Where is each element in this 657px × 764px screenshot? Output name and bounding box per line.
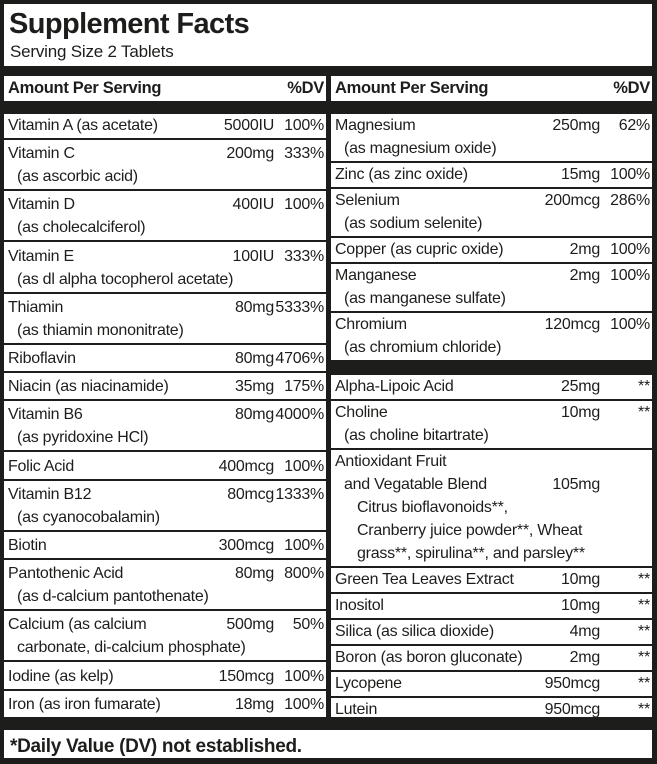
nutrient-line [8, 403, 324, 426]
nutrient-line [8, 534, 324, 557]
table-row [331, 620, 652, 646]
nutrient-name: (as manganese sulfate) [344, 290, 506, 307]
nutrient-name: Choline [335, 404, 388, 421]
table-row [4, 455, 326, 481]
nutrient-dv: 100% [284, 537, 324, 555]
nutrient-amount: 150mcg [218, 667, 274, 685]
nutrient-name: (as sodium selenite) [344, 215, 483, 232]
nutrient-dv: ** [638, 649, 650, 666]
nutrient-name: (as thiamin mononitrate) [17, 321, 184, 339]
table-row [331, 313, 652, 362]
nutrient-line [8, 245, 324, 268]
nutrient-amount: 15mg [560, 166, 600, 183]
nutrient-dv: 175% [284, 378, 324, 396]
nutrient-dv: ** [638, 701, 650, 717]
nutrient-amount: 18mg [234, 695, 274, 713]
nutrient-name: (as cyanocobalamin) [17, 508, 160, 526]
dv-label: %DV [613, 79, 650, 97]
nutrient-name: Vitamin B6 [8, 406, 83, 424]
nutrient-line [335, 313, 650, 336]
nutrient-name: (as chromium chloride) [344, 339, 502, 356]
nutrient-name: (as choline bitartrate) [344, 427, 489, 444]
table-row [4, 142, 326, 191]
nutrient-dv: 100% [284, 695, 324, 713]
section-bar-top [4, 66, 652, 76]
nutrient-name: Antioxidant Fruit [335, 453, 447, 470]
nutrient-line [335, 542, 650, 565]
nutrient-dv: 100% [284, 457, 324, 475]
nutrient-name: Vitamin A (as acetate) [8, 117, 158, 134]
nutrient-amount: 120mcg [544, 316, 600, 333]
nutrient-line [335, 698, 650, 717]
table-row [4, 403, 326, 452]
nutrient-name: Green Tea Leaves Extract [335, 571, 514, 588]
nutrient-column-right [331, 114, 652, 717]
amount-per-serving-label: Amount Per Serving [335, 79, 489, 97]
nutrient-amount: 200mg [226, 145, 274, 163]
amount-per-serving-label: Amount Per Serving [8, 79, 162, 97]
table-row [4, 375, 326, 401]
nutrient-amount: 100IU [232, 247, 274, 265]
nutrient-amount: 80mg [234, 350, 274, 368]
nutrient-dv: 100% [284, 117, 324, 134]
nutrient-dv: 62% [618, 117, 650, 134]
nutrient-dv: ** [638, 623, 650, 640]
nutrient-line [8, 375, 324, 398]
nutrient-dv: 100% [610, 166, 650, 183]
table-row [331, 238, 652, 264]
table-row [331, 401, 652, 450]
nutrient-name: Vitamin D [8, 196, 75, 214]
nutrient-amount: 10mg [560, 404, 600, 421]
nutrient-dv: ** [638, 597, 650, 614]
table-row [4, 613, 326, 662]
nutrient-line [8, 296, 324, 319]
nutrient-name: Cranberry juice powder**, Wheat [357, 522, 583, 539]
section-bar-header [4, 101, 652, 114]
nutrient-line [8, 426, 324, 449]
nutrient-name: Pantothenic Acid [8, 565, 124, 583]
nutrient-column-left [4, 114, 326, 717]
nutrient-line [335, 594, 650, 617]
nutrient-dv: 333% [284, 145, 324, 163]
nutrient-amount: 5000IU [223, 117, 274, 134]
nutrient-line [8, 506, 324, 529]
nutrient-name: Folic Acid [8, 457, 74, 475]
nutrient-amount: 35mg [234, 378, 274, 396]
nutrient-amount: 400IU [232, 196, 274, 214]
nutrient-dv: 333% [284, 247, 324, 265]
table-row [331, 264, 652, 313]
nutrient-dv: 1333% [275, 485, 324, 503]
nutrient-amount: 2mg [569, 267, 600, 284]
serving-size: Serving Size 2 Tablets [10, 42, 174, 61]
table-row [331, 698, 652, 717]
nutrient-line [335, 264, 650, 287]
nutrient-name: Inositol [335, 597, 384, 614]
nutrient-line [8, 455, 324, 478]
nutrient-line [335, 336, 650, 359]
table-row [4, 562, 326, 611]
nutrient-line [335, 137, 650, 160]
table-row [331, 568, 652, 594]
nutrient-line [335, 568, 650, 591]
nutrient-name: carbonate, di-calcium phosphate) [17, 639, 246, 657]
nutrient-dv: ** [638, 571, 650, 588]
nutrient-line [8, 562, 324, 585]
nutrient-name: (as pyridoxine HCl) [17, 429, 149, 447]
nutrient-dv: 5333% [275, 298, 324, 316]
table-row [4, 114, 326, 140]
nutrient-line [8, 268, 324, 291]
table-row [331, 672, 652, 698]
nutrient-line [8, 665, 324, 688]
nutrient-dv: 50% [292, 616, 324, 634]
nutrient-amount: 2mg [569, 649, 600, 666]
nutrient-amount: 400mcg [218, 457, 274, 475]
dv-label: %DV [287, 79, 324, 97]
nutrient-line [8, 142, 324, 165]
nutrient-name: Vitamin B12 [8, 485, 92, 503]
nutrient-line [335, 496, 650, 519]
nutrient-name: Boron (as boron gluconate) [335, 649, 523, 666]
nutrient-name: Iron (as iron fumarate) [8, 695, 161, 713]
nutrient-name: Vitamin E [8, 247, 74, 265]
table-row [331, 163, 652, 189]
nutrient-dv: ** [638, 404, 650, 421]
table-row [4, 665, 326, 691]
nutrient-name: (as dl alpha tocopherol acetate) [17, 270, 234, 288]
nutrient-name: Zinc (as zinc oxide) [335, 166, 468, 183]
nutrient-line [8, 193, 324, 216]
table-row [4, 296, 326, 345]
nutrient-name: Vitamin C [8, 145, 75, 163]
table-row [4, 245, 326, 294]
table-row [331, 114, 652, 163]
table-row [331, 646, 652, 672]
nutrient-amount: 300mcg [218, 537, 274, 555]
table-row [331, 594, 652, 620]
nutrient-name: (as ascorbic acid) [17, 168, 138, 186]
nutrient-line [335, 672, 650, 695]
table-row [4, 347, 326, 373]
nutrient-line [8, 636, 324, 659]
nutrient-name: Niacin (as niacinamide) [8, 378, 169, 396]
nutrient-dv: ** [638, 378, 650, 395]
section-bar-footer [4, 717, 652, 730]
nutrient-name: Riboflavin [8, 350, 76, 368]
table-row [331, 189, 652, 238]
section-divider-bar [331, 362, 652, 375]
nutrient-name: Copper (as cupric oxide) [335, 241, 504, 258]
table-row [331, 450, 652, 568]
nutrient-name: Calcium (as calcium [8, 616, 147, 634]
nutrient-amount: 200mcg [544, 192, 600, 209]
nutrient-line [8, 216, 324, 239]
nutrient-name: Alpha-Lipoic Acid [335, 378, 454, 395]
nutrient-name: Thiamin [8, 298, 64, 316]
nutrient-dv: 286% [610, 192, 650, 209]
nutrient-line [335, 424, 650, 447]
nutrient-line [335, 473, 650, 496]
nutrient-line [8, 483, 324, 506]
nutrient-name: (as magnesium oxide) [344, 140, 497, 157]
nutrient-dv: 100% [610, 241, 650, 258]
nutrient-name: (as d-calcium pantothenate) [17, 588, 209, 606]
nutrient-line [8, 613, 324, 636]
label-title: Supplement Facts [9, 8, 250, 40]
nutrient-dv: 4706% [275, 350, 324, 368]
nutrient-line [335, 620, 650, 643]
nutrient-line [8, 347, 324, 370]
table-row [4, 483, 326, 532]
nutrient-amount: 80mg [234, 298, 274, 316]
nutrient-line [335, 189, 650, 212]
nutrient-amount: 80mg [234, 406, 274, 424]
nutrient-line [335, 114, 650, 137]
nutrient-line [8, 693, 324, 716]
nutrient-line [335, 646, 650, 669]
nutrient-line [8, 585, 324, 608]
nutrient-line [335, 401, 650, 424]
nutrient-amount: 80mcg [227, 485, 274, 503]
nutrient-amount: 105mg [552, 476, 600, 493]
nutrient-dv: 4000% [275, 406, 324, 424]
column-headers [4, 76, 652, 101]
nutrient-dv: 100% [610, 267, 650, 284]
nutrient-line [335, 212, 650, 235]
nutrient-amount: 4mg [569, 623, 600, 640]
nutrient-line [335, 163, 650, 186]
nutrient-name: Lutein [335, 701, 378, 717]
nutrient-dv: 100% [284, 667, 324, 685]
nutrient-line [8, 165, 324, 188]
table-row [4, 534, 326, 560]
nutrient-dv: 100% [610, 316, 650, 333]
nutrient-name: Citrus bioflavonoids**, [357, 499, 508, 516]
nutrient-name: Magnesium [335, 117, 416, 134]
column-header-right [331, 76, 652, 101]
nutrient-line [8, 319, 324, 342]
nutrient-name: Manganese [335, 267, 417, 284]
nutrient-name: (as cholecalciferol) [17, 219, 146, 237]
nutrient-amount: 10mg [560, 597, 600, 614]
nutrient-amount: 950mcg [544, 675, 600, 692]
table-row [331, 375, 652, 401]
nutrient-dv [600, 473, 650, 496]
nutrient-line [335, 287, 650, 310]
nutrient-line [335, 375, 650, 398]
nutrient-name: Iodine (as kelp) [8, 667, 114, 685]
nutrient-dv: 100% [284, 196, 324, 214]
nutrient-line [335, 519, 650, 542]
nutrient-name: Chromium [335, 316, 407, 333]
nutrient-line [8, 114, 324, 137]
column-header-left [4, 76, 326, 101]
nutrient-name: Biotin [8, 537, 47, 555]
nutrient-dv: ** [638, 675, 650, 692]
table-row [4, 693, 326, 717]
nutrient-amount: 2mg [569, 241, 600, 258]
nutrient-amount: 250mg [552, 117, 600, 134]
nutrient-amount: 500mg [226, 616, 274, 634]
nutrient-name: and Vegatable Blend [344, 476, 487, 493]
nutrient-table [4, 114, 652, 717]
nutrient-name: Lycopene [335, 675, 402, 692]
table-row [4, 193, 326, 242]
nutrient-line [335, 238, 650, 261]
nutrient-dv: 800% [284, 565, 324, 583]
nutrient-line [335, 450, 650, 473]
nutrient-name: Silica (as silica dioxide) [335, 623, 494, 640]
footnote: *Daily Value (DV) not established. [10, 736, 302, 757]
nutrient-amount: 25mg [560, 378, 600, 395]
nutrient-amount: 80mg [234, 565, 274, 583]
nutrient-name: Selenium [335, 192, 400, 209]
nutrient-amount: 950mcg [544, 701, 600, 717]
nutrient-amount: 10mg [560, 571, 600, 588]
nutrient-name: grass**, spirulina**, and parsley** [357, 545, 585, 562]
